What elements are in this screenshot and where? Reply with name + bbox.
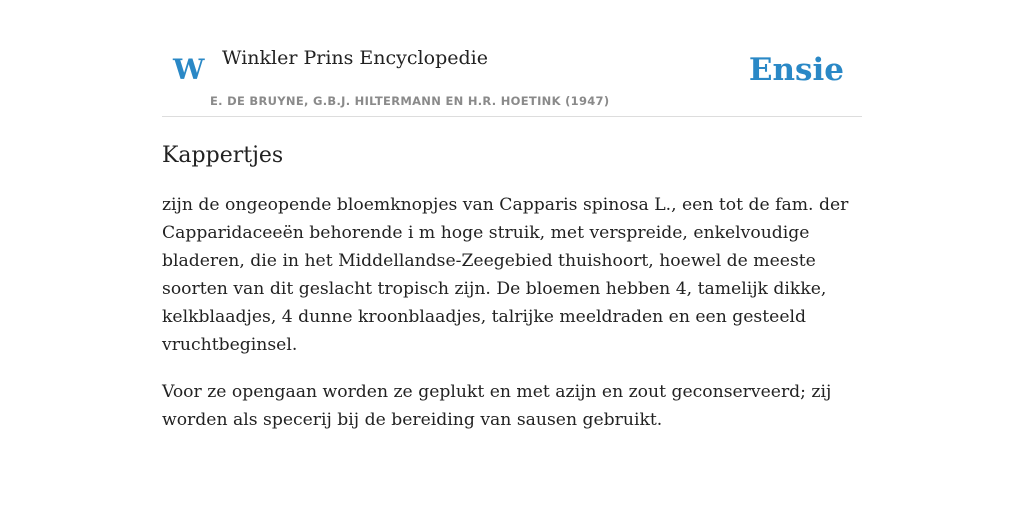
entry-paragraph: Voor ze opengaan worden ze geplukt en met azijn en zout geconserveerd; zij worden als specerij bij de bereiding van sausen gebruikt. xyxy=(162,382,832,430)
entry-title: Kappertjes xyxy=(162,143,284,168)
source-title-link[interactable]: Winkler Prins Encyclopedie xyxy=(222,47,488,69)
entry-paragraph: zijn de ongeopende bloemknopjes van Capparis spinosa L., een tot de fam. der Capparidaceeën behorende i m hoge struik, met verspreide, enkelvoudige bladeren, die in het Middellandse-Zeegebied thuishoort, hoewel de meeste soorten van dit geslacht tropisch zijn. De bloemen hebben 4, tamelijk dikke, kelkblaadjes, 4 dunne kroonblaadjes, talrijke meeldraden en een gesteeld vruchtbeginsel. xyxy=(162,195,849,355)
header xyxy=(162,0,862,117)
source-authors: E. DE BRUYNE, G.B.J. HILTERMANN EN H.R. HOETINK (1947) xyxy=(210,94,610,108)
page xyxy=(162,0,862,434)
encyclopedia-logo[interactable]: W xyxy=(173,53,205,86)
brand-logo-link[interactable]: Ensie xyxy=(748,52,844,88)
entry-body xyxy=(162,191,862,434)
